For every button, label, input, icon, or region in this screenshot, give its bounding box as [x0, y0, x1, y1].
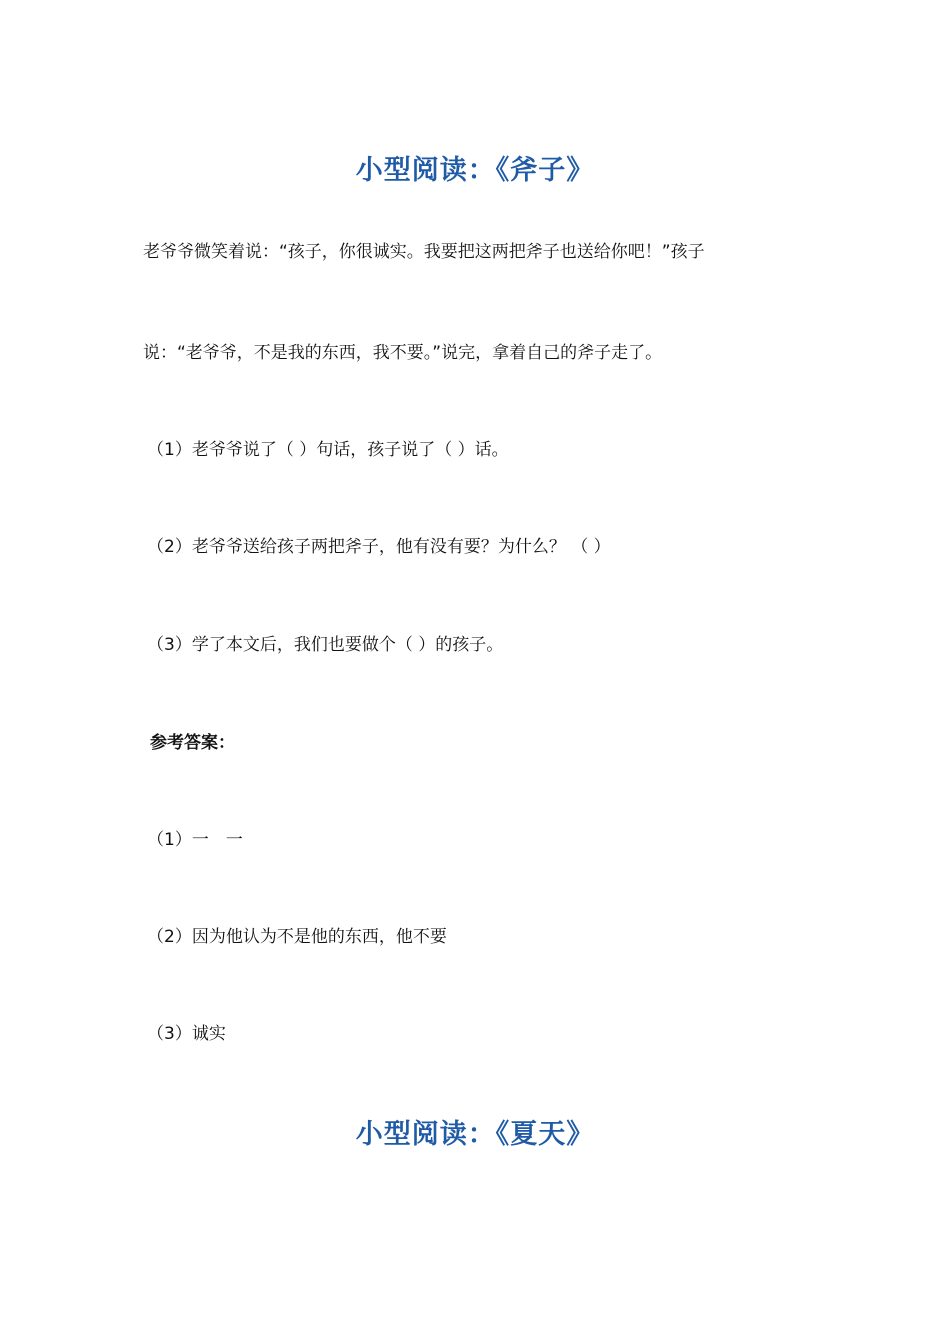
answer-heading: 参考答案：	[150, 733, 235, 753]
passage-line-1: 老爷爷微笑着说：“孩子，你很诚实。我要把这两把斧子也送给你吧！”孩子	[143, 242, 705, 262]
question-2: （2）老爷爷送给孩子两把斧子，他有没有要？为什么？ （ ）	[147, 537, 611, 557]
answer-3: （3）诚实	[147, 1024, 226, 1044]
question-3: （3）学了本文后，我们也要做个（ ）的孩子。	[147, 635, 504, 655]
answer-1: （1）一 一	[147, 830, 243, 850]
question-1: （1）老爷爷说了（ ）句话，孩子说了（ ）话。	[147, 440, 509, 460]
passage-line-2: 说：“老爷爷，不是我的东西，我不要。”说完，拿着自己的斧子走了。	[143, 343, 663, 363]
section-title-axe: 小型阅读：《斧子》	[355, 155, 595, 186]
answer-2: （2）因为他认为不是他的东西，他不要	[147, 927, 447, 947]
section-title-summer: 小型阅读：《夏天》	[355, 1119, 595, 1150]
